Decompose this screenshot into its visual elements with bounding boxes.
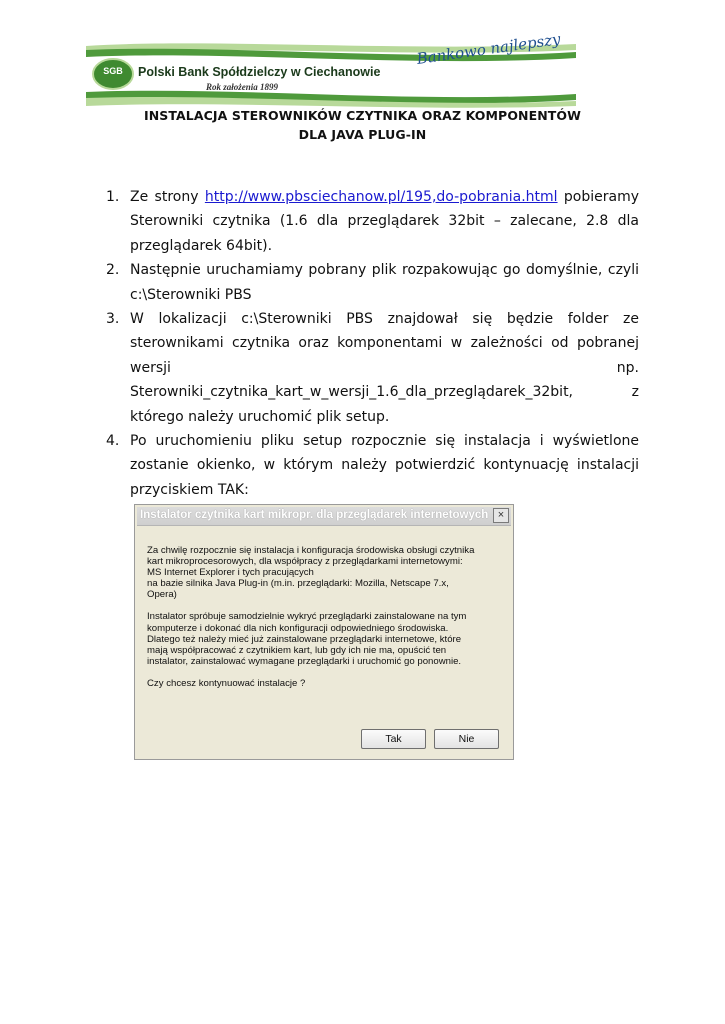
sgb-logo: SGB bbox=[103, 66, 123, 76]
page-title-line2: DLA JAVA PLUG-IN bbox=[298, 127, 427, 142]
dialog-line: Instalator spróbuje samodzielnie wykryć przeglądarki zainstalowane na tym bbox=[147, 611, 467, 623]
dialog-line: instalator, zainstalować wymagane przeglądarki i uruchomić go ponownie. bbox=[147, 655, 462, 667]
bank-name: Polski Bank Spółdzielczy w Ciechanowie bbox=[138, 65, 381, 79]
dialog-message bbox=[147, 545, 499, 700]
page-title-line1: INSTALACJA STEROWNIKÓW CZYTNIKA ORAZ KOMPONENTÓW bbox=[143, 108, 582, 123]
step-number: 3. bbox=[106, 311, 120, 328]
step-text: Po uruchomieniu pliku setup rozpocznie się instalacja i wyświetlone zostanie okienko, w którym należy potwierdzić kontynuację instalacji przyciskiem TAK: bbox=[130, 433, 639, 498]
close-icon[interactable]: × bbox=[493, 508, 509, 523]
dialog-titlebar bbox=[137, 507, 511, 526]
step-text: Następnie uruchamiamy pobrany plik rozpakowując go domyślnie, czyli c:\Sterowniki PBS bbox=[130, 262, 639, 303]
step-text: pobieramy Sterowniki czytnika (1.6 dla przeglądarek 32bit – zalecane, 2.8 dla przeglądarek 64bit). bbox=[130, 189, 640, 254]
installer-dialog bbox=[134, 504, 514, 760]
dialog-line: MS Internet Explorer i tych pracujących bbox=[147, 567, 314, 579]
download-link[interactable]: http://www.pbsciechanow.pl/195,do-pobrania.html bbox=[204, 189, 558, 205]
dialog-line: Dlatego też należy mieć już zainstalowane przeglądarki internetowe, które bbox=[147, 633, 462, 645]
dialog-line: komputerze i dokonać dla nich konfiguracji odpowiedniego środowiska. bbox=[147, 622, 449, 634]
yes-button[interactable]: Tak bbox=[361, 729, 426, 749]
header-banner bbox=[86, 29, 576, 108]
dialog-line: na bazie silnika Java Plug-in (m.in. przeglądarki: Mozilla, Netscape 7.x, bbox=[147, 578, 449, 590]
dialog-paragraph bbox=[147, 611, 499, 666]
dialog-line: Opera) bbox=[147, 589, 177, 601]
step-text: W lokalizacji c:\Sterowniki PBS znajdował się będzie folder ze sterownikami czytnika oraz komponentami w zależności od pobranej wersji np. Sterowniki_czytnika_kart_w_wersji_1.6_dla_przeglądarek_32bit, z którego należy uruchomić plik setup. bbox=[130, 311, 639, 425]
founded-text: Rok założenia 1899 bbox=[206, 82, 279, 92]
dialog-line: mają współpracować z czytnikiem kart, lub gdy ich nie ma, opuścić ten bbox=[147, 644, 447, 656]
dialog-line: kart mikroprocesorowych, dla współpracy z przeglądarkami internetowymi: bbox=[147, 556, 463, 568]
no-button[interactable]: Nie bbox=[434, 729, 499, 749]
step-number: 1. bbox=[106, 189, 120, 205]
dialog-paragraph bbox=[147, 545, 499, 600]
step-number: 2. bbox=[106, 262, 120, 279]
dialog-title: Instalator czytnika kart mikropr. dla przeglądarek internetowych bbox=[140, 509, 489, 521]
list-item bbox=[106, 258, 639, 307]
slogan: Bankowo najlepszy bbox=[415, 29, 562, 68]
list-item bbox=[106, 429, 639, 502]
step-number: 4. bbox=[106, 433, 120, 450]
list-item bbox=[106, 307, 639, 429]
list-item bbox=[106, 185, 639, 258]
dialog-question: Czy chcesz kontynuować instalacje ? bbox=[147, 677, 306, 689]
dialog-line: Za chwilę rozpocznie się instalacja i konfiguracja środowiska obsługi czytnika bbox=[147, 545, 475, 556]
instruction-list bbox=[106, 185, 639, 502]
step-text: Ze strony bbox=[130, 189, 205, 205]
